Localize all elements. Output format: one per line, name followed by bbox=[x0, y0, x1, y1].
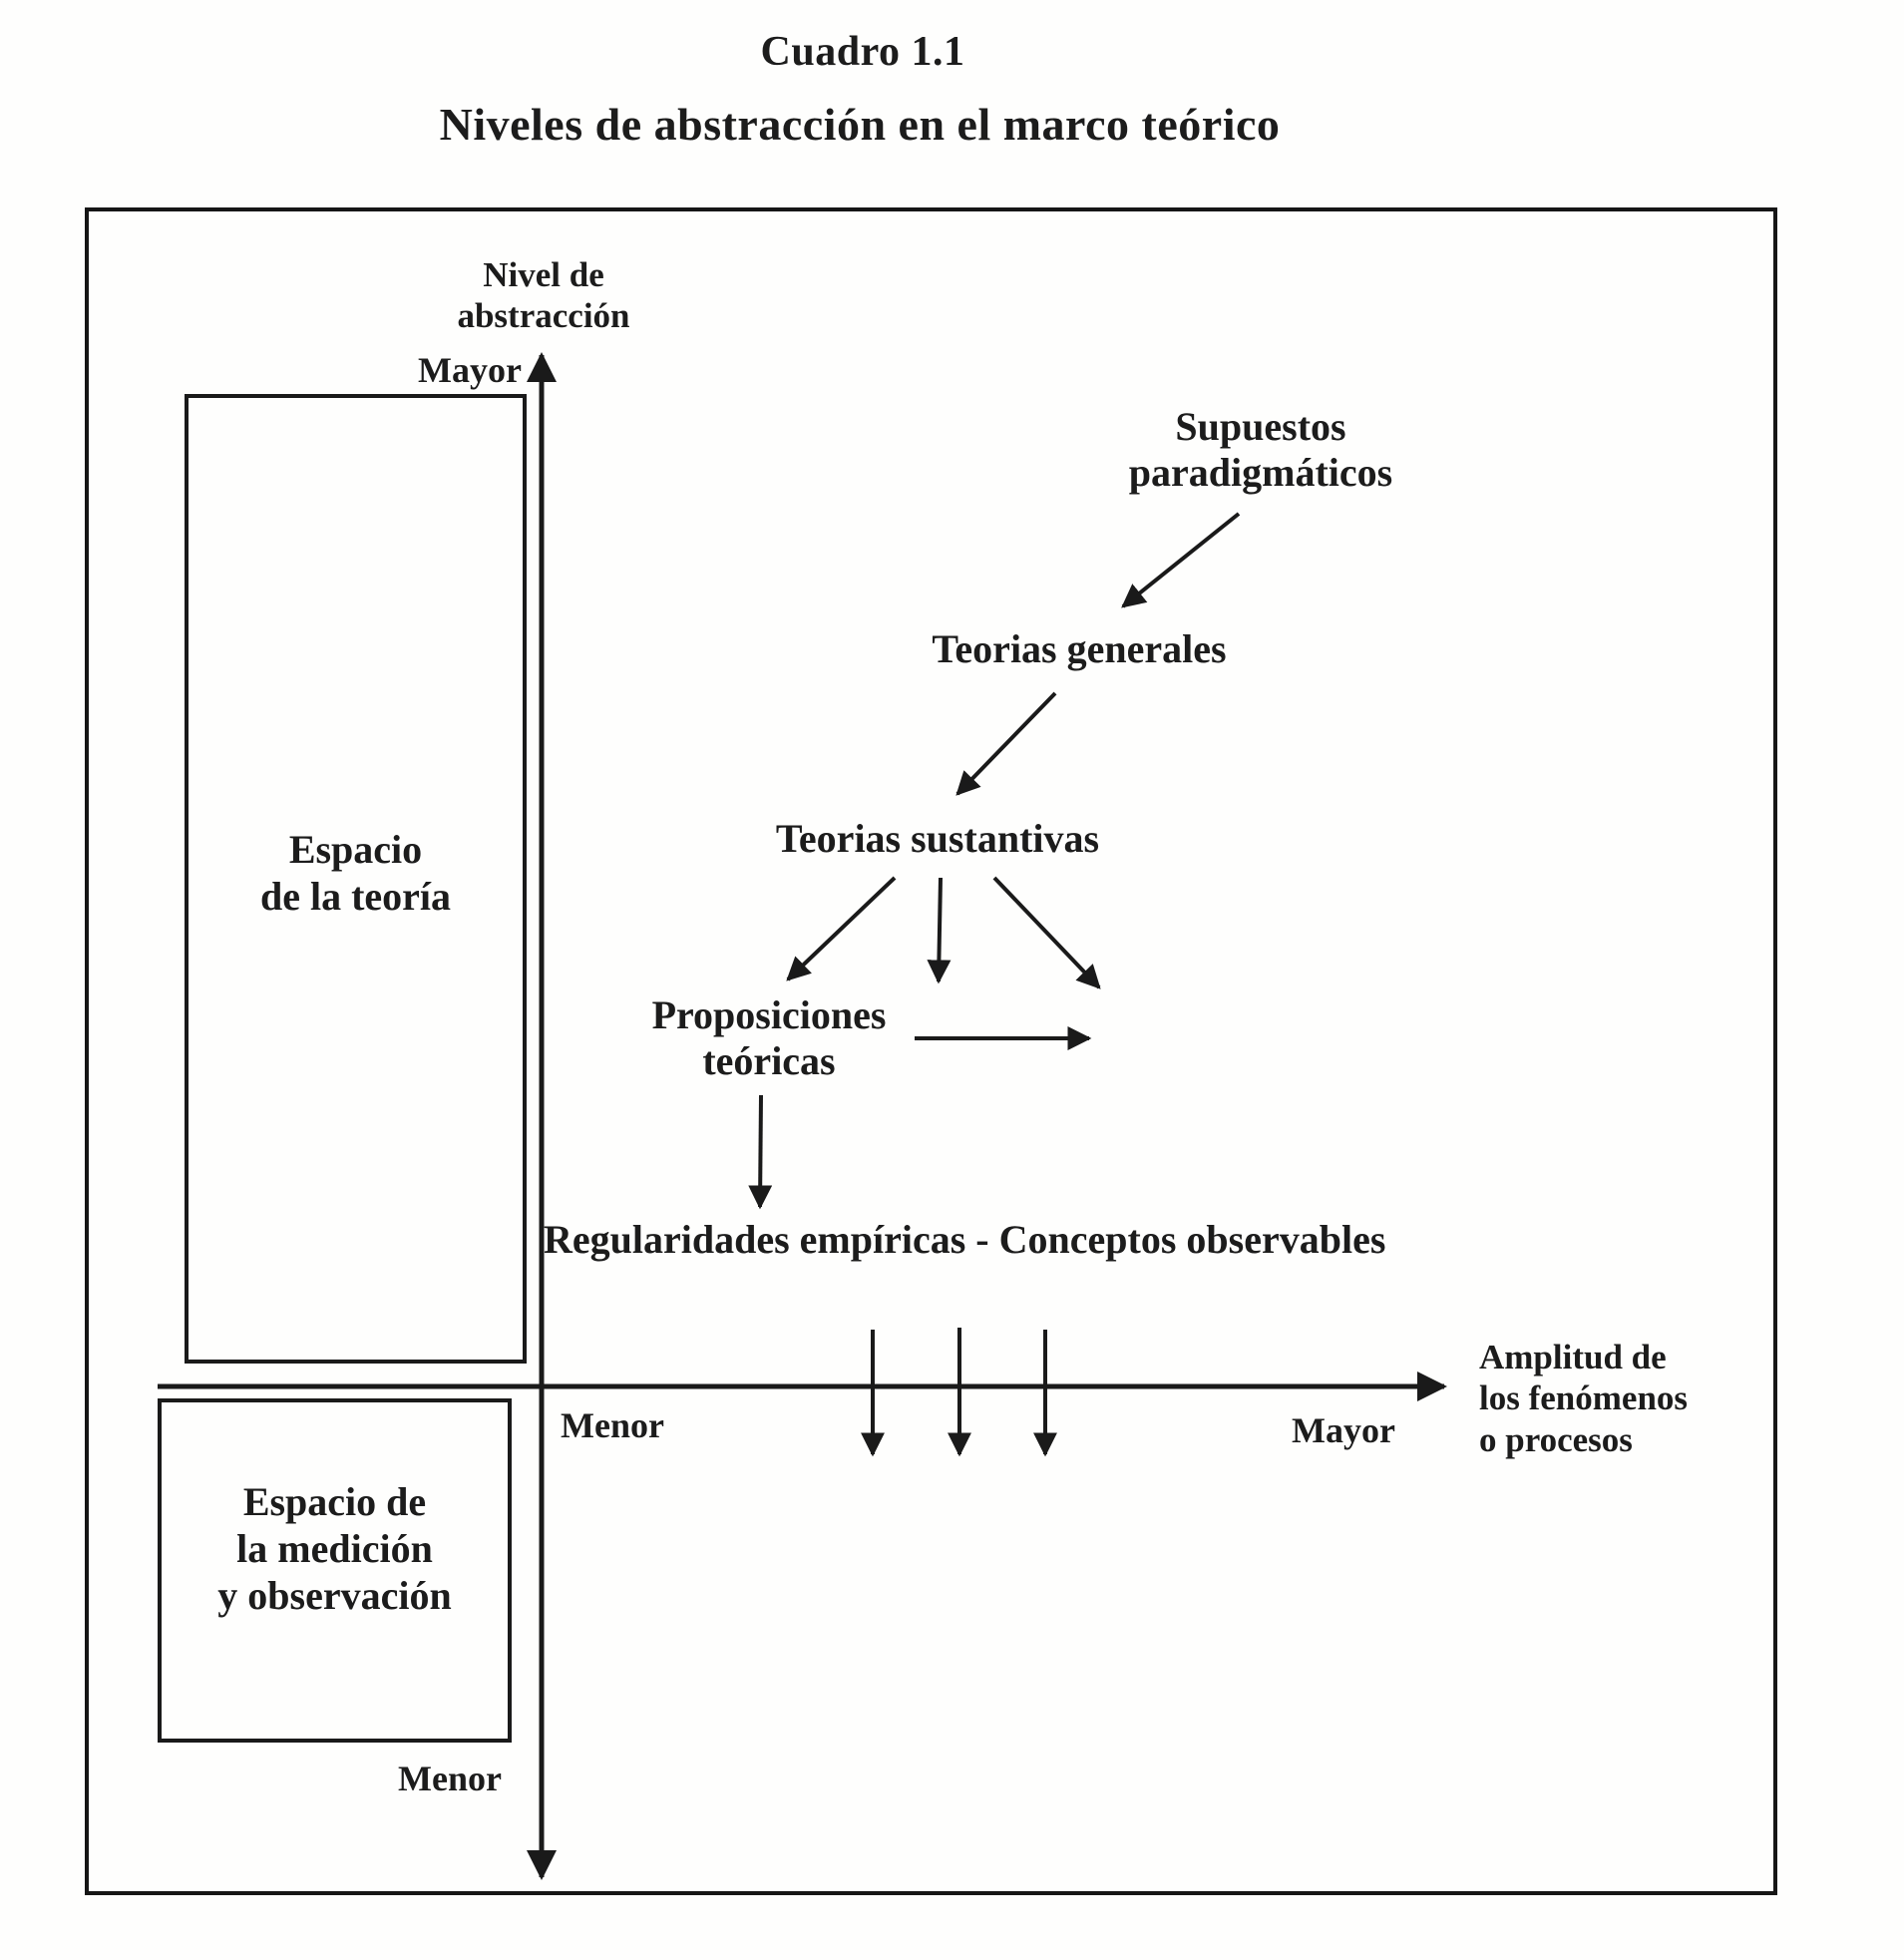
figure-title: Niveles de abstracción en el marco teórico bbox=[439, 99, 1281, 150]
node-supuestos-line1: Supuestos bbox=[1175, 404, 1346, 449]
node-supuestos-line2: paradigmáticos bbox=[1128, 450, 1393, 495]
node-proposiciones-line2: teóricas bbox=[702, 1038, 836, 1083]
measurement-space-label-line2: la medición bbox=[236, 1526, 433, 1572]
theory-space-label-line1: Espacio bbox=[288, 827, 423, 872]
x-axis-title-line2: los fenómenos bbox=[1479, 1378, 1689, 1418]
arrow-sustantivas-down-right bbox=[994, 878, 1099, 987]
y-axis-bottom-label: Menor bbox=[398, 1759, 502, 1798]
x-axis-title-line1: Amplitud de bbox=[1479, 1338, 1667, 1376]
arrow-sustantivas-down-middle bbox=[939, 878, 941, 981]
arrow-sustantivas-down-left bbox=[788, 878, 895, 980]
node-teorias-sustantivas: Teorias sustantivas bbox=[775, 816, 1100, 861]
figure-number: Cuadro 1.1 bbox=[760, 29, 965, 75]
x-axis-title-line3: o procesos bbox=[1479, 1419, 1633, 1459]
node-teorias-generales: Teorias generales bbox=[932, 626, 1227, 671]
node-proposiciones-line1: Proposiciones bbox=[651, 992, 887, 1037]
arrow-proposiciones-to-regularidades bbox=[760, 1095, 761, 1207]
y-axis-title-line2: abstracción bbox=[457, 296, 630, 336]
x-axis-end-label: Mayor bbox=[1292, 1410, 1395, 1450]
arrow-generales-to-sustantivas bbox=[957, 693, 1055, 794]
y-axis-title-line1: Nivel de bbox=[483, 255, 604, 294]
arrow-supuestos-to-generales bbox=[1123, 514, 1239, 606]
y-axis-origin-label: Menor bbox=[561, 1405, 664, 1445]
measurement-space-label-line3: y observación bbox=[217, 1573, 452, 1619]
measurement-space-label-line1: Espacio de bbox=[242, 1479, 427, 1524]
node-regularidades-empiricas: Regularidades empíricas - Conceptos observables bbox=[544, 1217, 1386, 1262]
y-axis-top-label: Mayor bbox=[418, 350, 522, 390]
theory-space-label-line2: de la teoría bbox=[259, 874, 452, 920]
